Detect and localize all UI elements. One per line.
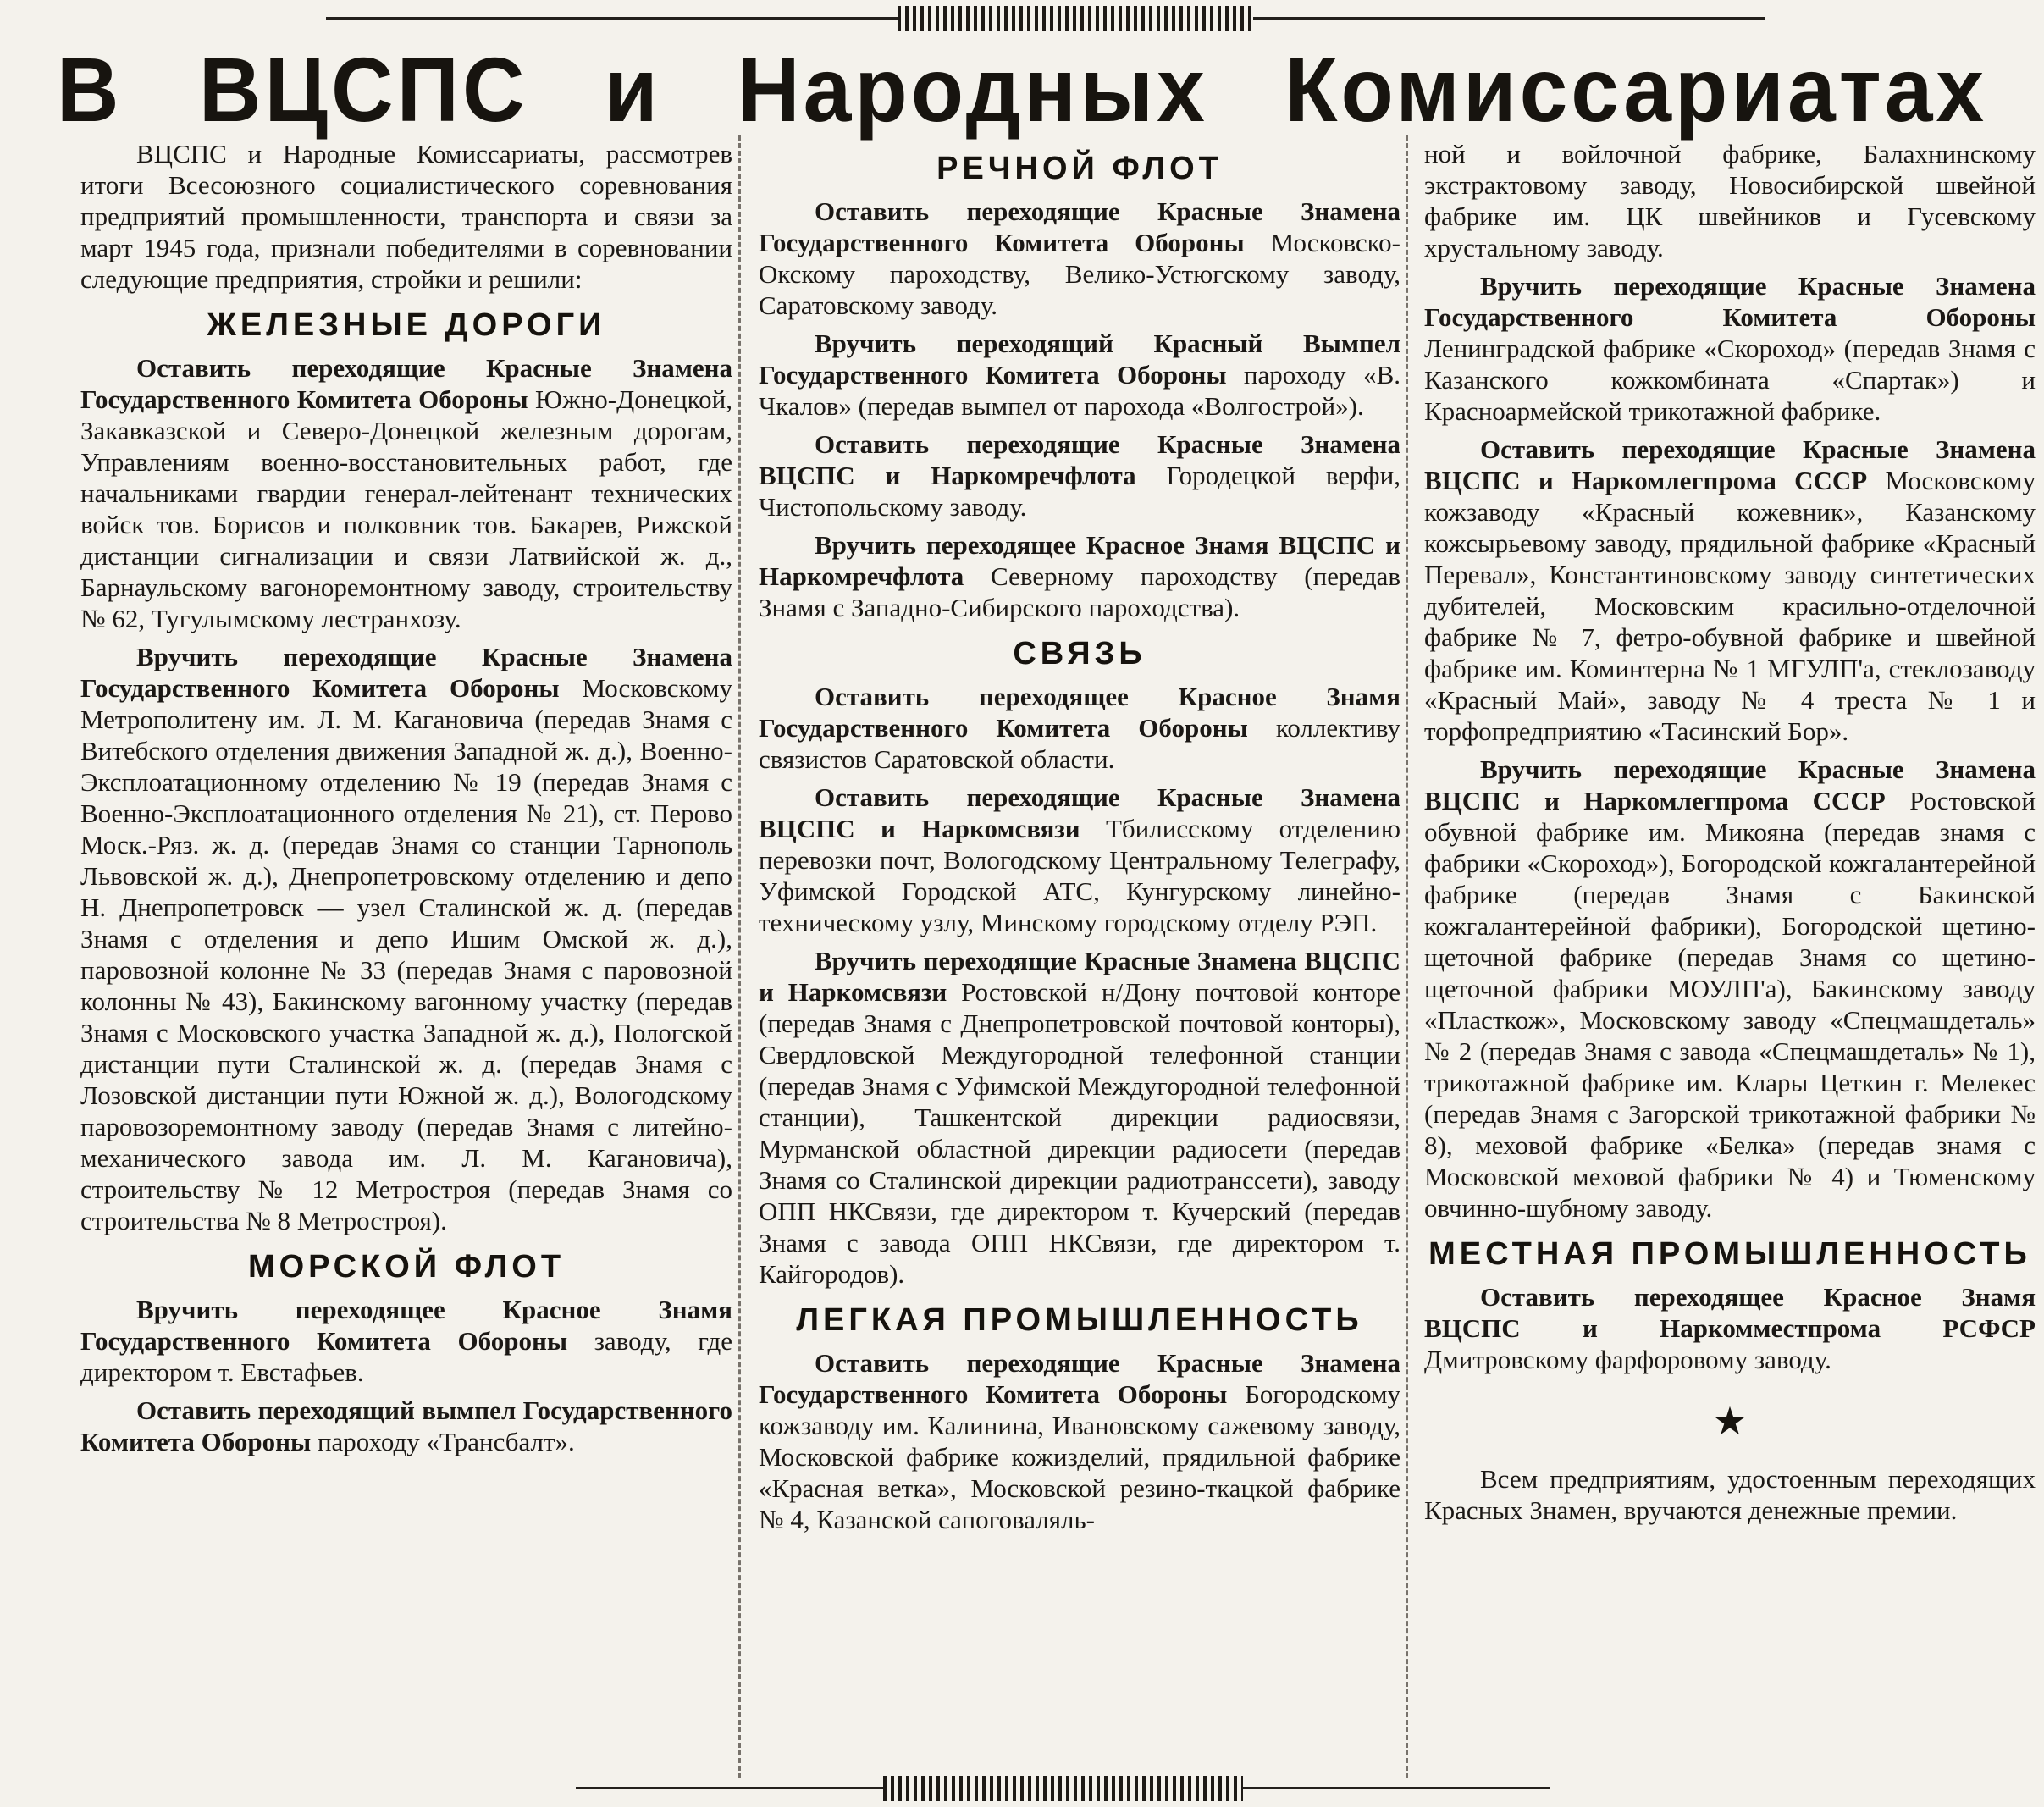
paragraph: Оставить переходящее Красное Знамя ВЦСПС и Наркомместпрома РСФСР Дмитровскому фарфоровому заводу. xyxy=(1424,1282,2036,1374)
paragraph-lead: Вручить переходящее Красное Знамя Государственного Комитета Обороны xyxy=(80,1295,732,1356)
paragraph: Вручить переходящие Красные Знамена ВЦСПС и Наркомсвязи Ростовской н/Дону почтовой конторе (передав Знамя с Днепропетровской почтовой конторы), Свердловской Междугородной телефонной станции (передав Знамя с Уфимской Междугородной телефонной станции), Ташкентской дирекции радиосвязи, Мурманской областной дирекции радиосети (передав Знамя со Сталинской дирекции радиотранссети), заводу ОПП НКСвязи, где директором т. Кучерский (передав Знамя с завода ОПП НКСвязи, где директором т. Кайгородов). xyxy=(759,946,1400,1289)
paragraph: Оставить переходящие Красные Знамена Государственного Комитета Обороны Богородскому кожзаводу им. Калинина, Ивановскому сажевому заводу, Московской фабрике кожизделий, прядильной фабрике «Красная ветка», Московской резино-ткацкой фабрике № 4, Казанской сапоговаляль- xyxy=(759,1348,1400,1534)
paragraph: Вручить переходящий Красный Вымпел Государственного Комитета Обороны пароходу «В. Чкалов» (передав вымпел от парохода «Волгострой»). xyxy=(759,329,1400,421)
top-rule-hatch xyxy=(898,6,1253,31)
paragraph-continued: ной и войлочной фабрике, Балахнинскому экстрактовому заводу, Новосибирской швейной фабрике им. ЦК швейников и Гусевскому хрустальному заводу. xyxy=(1424,139,2036,262)
paragraph: Вручить переходящее Красное Знамя Государственного Комитета Обороны заводу, где директором т. Евстафьев. xyxy=(80,1295,732,1387)
paragraph-lead: Вручить переходящие Красные Знамена ВЦСПС и Наркомсвязи xyxy=(759,946,1400,1007)
paragraph-lead: Вручить переходящее Красное Знамя ВЦСПС и Наркомречфлота xyxy=(759,530,1400,591)
paragraph-lead: Оставить переходящие Красные Знамена ВЦСПС и Наркомречфлота xyxy=(759,429,1400,490)
section-heading: ЖЕЛЕЗНЫЕ ДОРОГИ xyxy=(207,307,606,343)
paragraph: Оставить переходящие Красные Знамена ВЦСПС и Наркомречфлота Городецкой верфи, Чистопольскому заводу. xyxy=(759,429,1400,522)
column-2 xyxy=(759,138,1400,1789)
paragraph: Оставить переходящий вымпел Государственного Комитета Обороны пароходу «Трансбалт». xyxy=(80,1395,732,1456)
paragraph: Оставить переходящие Красные Знамена Государственного Комитета Обороны Южно-Донецкой, Закавказской и Северо-Донецкой железным дорогам, Управлениям военно-восстановительных работ, где начальниками гвардии генерал-лейтенант технических войск тов. Борисов и полковник тов. Бакарев, Рижской дистанции сигнализации и связи Латвийской ж. д., Барнаульскому вагоноремонтному заводу, строительству № 62, Тугулымскому лестранхозу. xyxy=(80,353,732,633)
paragraph-lead: Оставить переходящий вымпел Государственного Комитета Обороны xyxy=(80,1395,732,1456)
paragraph: Вручить переходящие Красные Знамена ВЦСПС и Наркомлегпрома СССР Ростовской обувной фабрике им. Микояна (передав знамя с фабрики «Скороход»), Богородской кожгалантерейной фабрике (передав Знамя с Бакинской кожгалантерейной фабрики), Богородской щетино-щеточной фабрике (передав Знамя со щетино-щеточной фабрики МОУЛП'а), Бакинскому заводу «Пласткож», Московскому заводу «Спецмашдеталь» № 2 (передав Знамя с завода «Спецмашдеталь» № 1), трикотажной фабрике им. Клары Цеткин г. Мелекес (передав Знамя с Загорской трикотажной фабрики № 8), меховой фабрике «Белка» (передав знамя с Московской меховой фабрики № 4) и Тюменскому овчинно-шубному заводу. xyxy=(1424,754,2036,1223)
paragraph-lead: Оставить переходящие Красные Знамена ВЦСПС и Наркомлегпрома СССР xyxy=(1424,434,2036,495)
star-divider-icon: ★ xyxy=(1712,1400,1748,1443)
paragraph-lead: Оставить переходящее Красное Знамя ВЦСПС и Наркомместпрома РСФСР xyxy=(1424,1282,2036,1343)
column-divider-1 xyxy=(738,135,741,1778)
paragraph: Оставить переходящие Красные Знамена Государственного Комитета Обороны Московско-Окскому пароходству, Велико-Устюгскому заводу, Саратовскому заводу. xyxy=(759,196,1400,320)
paragraph: Оставить переходящие Красные Знамена ВЦСПС и Наркомсвязи Тбилисскому отделению перевозки почт, Вологодскому Центральному Телеграфу, Уфимской Городской АТС, Кунгурскому линейно-техническому узлу, Минскому городскому отделу РЭП. xyxy=(759,782,1400,937)
column-3 xyxy=(1424,138,2036,1789)
paragraph-lead: Вручить переходящие Красные Знамена Государственного Комитета Обороны xyxy=(1424,271,2036,332)
paragraph-lead: Оставить переходящие Красные Знамена ВЦСПС и Наркомсвязи xyxy=(759,782,1400,843)
paragraph: Вручить переходящие Красные Знамена Государственного Комитета Обороны Московскому Метрополитену им. Л. М. Кагановича (передав Знамя с Витебского отделения движения Западной ж. д.), Военно-Эксплоатационному отделению № 19 (передав Знамя с Военно-Эксплоатационного отделения № 21), ст. Перово Моск.-Ряз. ж. д. (передав Знамя со станции Тарнополь Львовской ж. д.), Днепропетровскому отделению и депо Н. Днепропетровск — узел Сталинской ж. д. (передав Знамя с отделения и депо Ишим Омской ж. д.), паровозной колонне № 33 (передав Знамя с паровозной колонны № 43), Бакинскому вагонному участку (передав Знамя с Московского участка Западной ж. д.), Пологской дистанции пути Сталинской ж. д. (передав Знамя с Лозовской дистанции пути Южной ж. д.), Вологодскому паровозоремонтному заводу (передав Знамя с литейно-механического завода им. Л. М. Кагановича), строительству № 12 Метростроя (передав Знамя со строительства № 8 Метростроя). xyxy=(80,642,732,1235)
paragraph: Оставить переходящее Красное Знамя Государственного Комитета Обороны коллективу связистов Саратовской области. xyxy=(759,682,1400,774)
paragraph: Вручить переходящее Красное Знамя ВЦСПС и Наркомречфлота Северному пароходству (передав Знамя с Западно-Сибирского пароходства). xyxy=(759,530,1400,622)
section-heading: СВЯЗЬ xyxy=(1013,636,1146,671)
column-divider-2 xyxy=(1406,135,1408,1778)
paragraph-lead: Вручить переходящие Красные Знамена Государственного Комитета Обороны xyxy=(80,642,732,703)
section-heading: РЕЧНОЙ ФЛОТ xyxy=(936,151,1223,186)
paragraph: ВЦСПС и Народные Комиссариаты, рассмотрев итоги Всесоюзного социалистического соревнования предприятий промышленности, транспорта и связи за март 1945 года, признали победителями в соревновании следующие предприятия, стройки и решили: xyxy=(80,139,732,294)
paragraph-lead: Вручить переходящие Красные Знамена ВЦСПС и Наркомлегпрома СССР xyxy=(1424,754,2036,815)
section-heading: МЕСТНАЯ ПРОМЫШЛЕННОСТЬ xyxy=(1428,1236,2031,1272)
paragraph-lead: Оставить переходящее Красное Знамя Государственного Комитета Обороны xyxy=(759,682,1400,743)
page-title: В ВЦСПС и Народных Комиссариатах xyxy=(56,38,1988,141)
paragraph-lead: Оставить переходящие Красные Знамена Государственного Комитета Обороны xyxy=(759,1348,1400,1409)
section-heading: ЛЕГКАЯ ПРОМЫШЛЕННОСТЬ xyxy=(796,1302,1363,1338)
paragraph: Вручить переходящие Красные Знамена Государственного Комитета Обороны Ленинградской фабрике «Скороход» (передав Знамя с Казанского кожкомбината «Спартак») и Красноармейской трикотажной фабрике. xyxy=(1424,271,2036,426)
paragraph-lead: Вручить переходящий Красный Вымпел Государственного Комитета Обороны xyxy=(759,329,1400,390)
paragraph: Всем предприятиям, удостоенным переходящих Красных Знамен, вручаются денежные премии. xyxy=(1424,1464,2036,1525)
paragraph-lead: Оставить переходящие Красные Знамена Государственного Комитета Обороны xyxy=(80,353,732,414)
bottom-rule-hatch xyxy=(883,1776,1243,1801)
paragraph-lead: Оставить переходящие Красные Знамена Государственного Комитета Обороны xyxy=(759,196,1400,257)
section-heading: МОРСКОЙ ФЛОТ xyxy=(247,1249,566,1285)
paragraph: Оставить переходящие Красные Знамена ВЦСПС и Наркомлегпрома СССР Московскому кожзаводу «Красный кожевник», Казанскому кожсырьевому заводу, прядильной фабрике «Красный Перевал», Константиновскому заводу синтетических дубителей, Московским красильно-отделочной фабрике № 7, фетро-обувной фабрике и швейной фабрике им. Коминтерна № 1 МГУЛП'а, стеклозаводу «Красный Май», заводу № 4 треста № 1 и торфопредприятию «Тасинский Бор». xyxy=(1424,434,2036,746)
column-1 xyxy=(80,138,732,1789)
